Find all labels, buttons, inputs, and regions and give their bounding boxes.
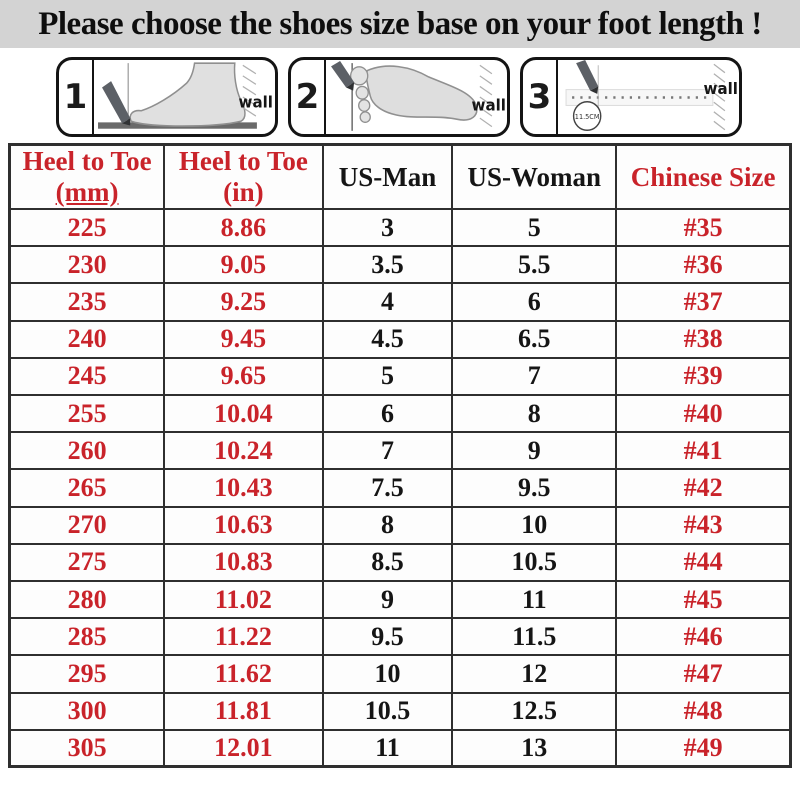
table-row <box>10 209 791 246</box>
table-cell: 8 <box>452 395 616 432</box>
table-cell: 11.02 <box>164 581 323 618</box>
table-row <box>10 655 791 692</box>
ruler-measurement-illustration <box>558 60 739 134</box>
table-cell: 6 <box>323 395 453 432</box>
table-cell: 7.5 <box>323 469 453 506</box>
instruction-step-1 <box>56 57 278 137</box>
table-cell: 5 <box>452 209 616 246</box>
table-cell: 11.62 <box>164 655 323 692</box>
table-cell: 11 <box>323 730 453 767</box>
ruler-measure-note: 11.5CM <box>574 113 600 122</box>
table-cell: #40 <box>616 395 790 432</box>
table-cell: 11.81 <box>164 693 323 730</box>
table-cell: #38 <box>616 321 790 358</box>
table-cell: 8.86 <box>164 209 323 246</box>
table-cell: 12.01 <box>164 730 323 767</box>
table-cell: 11.5 <box>452 618 616 655</box>
table-cell: 9 <box>452 432 616 469</box>
ruler-icon <box>558 60 739 134</box>
table-cell: 10.83 <box>164 544 323 581</box>
table-cell: 4.5 <box>323 321 453 358</box>
table-cell: 5.5 <box>452 246 616 283</box>
instruction-step-2 <box>288 57 510 137</box>
table-cell: #43 <box>616 507 790 544</box>
table-cell: 245 <box>10 358 165 395</box>
table-cell: #39 <box>616 358 790 395</box>
size-conversion-table <box>8 143 792 768</box>
table-cell: 12 <box>452 655 616 692</box>
column-header-heel-to-toe-in: Heel to Toe (in) <box>164 145 323 210</box>
table-cell: 10.63 <box>164 507 323 544</box>
table-cell: 9.5 <box>452 469 616 506</box>
table-cell: 300 <box>10 693 165 730</box>
page-title: Please choose the shoes size base on your foot length ! <box>38 5 762 42</box>
table-cell: 10 <box>323 655 453 692</box>
footprint-icon <box>326 60 507 134</box>
table-cell: #48 <box>616 693 790 730</box>
table-cell: 275 <box>10 544 165 581</box>
table-cell: 255 <box>10 395 165 432</box>
wall-label: wall <box>471 96 506 115</box>
column-header-us-woman: US-Woman <box>452 145 616 210</box>
table-cell: #46 <box>616 618 790 655</box>
table-cell: #47 <box>616 655 790 692</box>
table-row <box>10 507 791 544</box>
measuring-instructions <box>0 48 800 137</box>
table-row <box>10 395 791 432</box>
table-cell: 11.22 <box>164 618 323 655</box>
table-cell: 235 <box>10 283 165 320</box>
wall-label: wall <box>238 93 273 112</box>
pencil-icon <box>102 81 130 123</box>
step-number: 3 <box>523 60 558 134</box>
table-cell: 260 <box>10 432 165 469</box>
table-cell: 10.5 <box>323 693 453 730</box>
table-cell: 3 <box>323 209 453 246</box>
table-cell: 13 <box>452 730 616 767</box>
table-cell: 6.5 <box>452 321 616 358</box>
table-cell: #49 <box>616 730 790 767</box>
table-cell: 270 <box>10 507 165 544</box>
table-cell: 4 <box>323 283 453 320</box>
table-cell: #41 <box>616 432 790 469</box>
table-row <box>10 432 791 469</box>
wall-label: wall <box>703 79 738 98</box>
column-header-chinese-size: Chinese Size <box>616 145 790 210</box>
table-cell: 285 <box>10 618 165 655</box>
table-row <box>10 544 791 581</box>
size-table-body <box>10 209 791 767</box>
table-cell: 5 <box>323 358 453 395</box>
table-cell: 240 <box>10 321 165 358</box>
column-header-us-man: US-Man <box>323 145 453 210</box>
table-cell: 9 <box>323 581 453 618</box>
table-cell: #45 <box>616 581 790 618</box>
table-cell: #44 <box>616 544 790 581</box>
foot-side-view-illustration <box>94 60 275 134</box>
step-number: 1 <box>59 60 94 134</box>
table-row <box>10 283 791 320</box>
table-header-row <box>10 145 791 210</box>
table-cell: 10.5 <box>452 544 616 581</box>
table-cell: #42 <box>616 469 790 506</box>
table-cell: 9.45 <box>164 321 323 358</box>
table-cell: #37 <box>616 283 790 320</box>
table-cell: 10.04 <box>164 395 323 432</box>
table-cell: #35 <box>616 209 790 246</box>
table-cell: 295 <box>10 655 165 692</box>
step-number: 2 <box>291 60 326 134</box>
table-cell: 6 <box>452 283 616 320</box>
table-cell: 9.05 <box>164 246 323 283</box>
table-row <box>10 321 791 358</box>
table-cell: 305 <box>10 730 165 767</box>
table-cell: 230 <box>10 246 165 283</box>
table-cell: 9.25 <box>164 283 323 320</box>
table-cell: 7 <box>452 358 616 395</box>
table-cell: 265 <box>10 469 165 506</box>
instruction-step-3 <box>520 57 742 137</box>
table-row <box>10 469 791 506</box>
table-row <box>10 618 791 655</box>
title-bar <box>0 0 800 48</box>
table-row <box>10 246 791 283</box>
table-cell: 8.5 <box>323 544 453 581</box>
table-row <box>10 581 791 618</box>
table-cell: 225 <box>10 209 165 246</box>
foot-side-view-icon <box>94 60 275 134</box>
table-cell: 3.5 <box>323 246 453 283</box>
table-cell: 10.43 <box>164 469 323 506</box>
footprint-top-view-illustration <box>326 60 507 134</box>
table-row <box>10 358 791 395</box>
table-cell: 10.24 <box>164 432 323 469</box>
column-header-heel-to-toe-mm: Heel to Toe (mm) <box>10 145 165 210</box>
table-cell: 9.5 <box>323 618 453 655</box>
table-cell: 11 <box>452 581 616 618</box>
table-cell: 8 <box>323 507 453 544</box>
table-cell: 10 <box>452 507 616 544</box>
pencil-icon <box>576 60 598 91</box>
table-row <box>10 730 791 767</box>
table-cell: 7 <box>323 432 453 469</box>
table-row <box>10 693 791 730</box>
table-cell: 9.65 <box>164 358 323 395</box>
table-cell: 280 <box>10 581 165 618</box>
table-cell: #36 <box>616 246 790 283</box>
table-cell: 12.5 <box>452 693 616 730</box>
